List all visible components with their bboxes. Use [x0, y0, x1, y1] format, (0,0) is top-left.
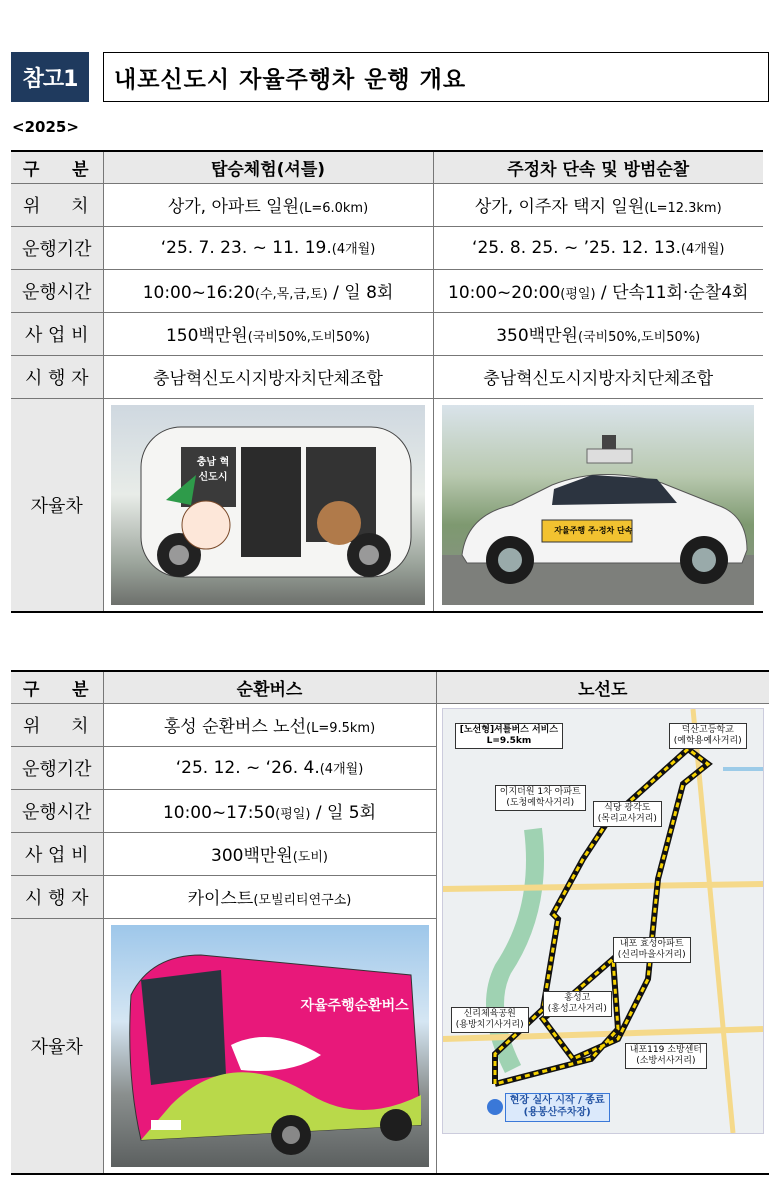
patrol-car-photo: [442, 405, 754, 605]
table-row: [11, 183, 763, 226]
row-label-vehicle: 자율차: [11, 398, 103, 612]
cell-value: ‘25. 8. 25. ~ ’25. 12. 13.(4개월): [433, 226, 763, 269]
row-label-period: 운행기간: [11, 226, 103, 269]
page-title: 내포신도시 자율주행차 운행 개요: [103, 52, 769, 102]
category-header: 구 분: [11, 151, 103, 183]
route-map-length: L=9.5km: [486, 735, 532, 746]
route-map-illustration: [443, 709, 763, 1133]
cell-value: 10:00~17:50(평일) / 일 5회: [103, 789, 436, 832]
bus-illustration: [111, 925, 429, 1167]
route-stop: 식당 광각도 (목리교사거리): [593, 801, 662, 828]
table-row: [11, 703, 769, 746]
cell-value: 10:00~16:20(수,목,금,토) / 일 8회: [103, 269, 433, 312]
shuttle-illustration: [111, 405, 425, 605]
route-map: [442, 708, 764, 1134]
category-header: 구 분: [11, 671, 103, 703]
row-label-location: 위 치: [11, 183, 103, 226]
route-start-end: 현장 실사 시작 / 종료 (용봉산주차장): [505, 1093, 610, 1122]
row-label-operator: 시 행 자: [11, 355, 103, 398]
route-stop: 내포119 소방센터 (소방서사거리): [625, 1043, 707, 1070]
table-row: [11, 312, 763, 355]
operations-table-2025: [11, 150, 763, 613]
cell-value: 충남혁신도시지방자치단체조합: [103, 355, 433, 398]
shuttle-photo-cell: [103, 398, 433, 612]
row-label-period: 운행기간: [11, 746, 103, 789]
cell-value: 카이스트(모빌리티연구소): [103, 875, 436, 918]
patrol-car-sign: 자율주행 주·정차 단속: [554, 525, 633, 535]
route-map-title-box: [455, 723, 563, 750]
patrol-car-illustration: [442, 405, 754, 605]
cell-value: 홍성 순환버스 노선(L=9.5km): [103, 703, 436, 746]
bus-sign: 자율주행순환버스: [300, 997, 409, 1014]
patrol-car-photo-cell: [433, 398, 763, 612]
table-row-vehicle: [11, 398, 763, 612]
cell-value: 10:00~20:00(평일) / 단속11회·순찰4회: [433, 269, 763, 312]
cell-value: 충남혁신도시지방자치단체조합: [433, 355, 763, 398]
route-map-title: [노선형]셔틀버스 서비스: [459, 724, 559, 735]
route-stop: 신리체육공원 (용방치기사거리): [451, 1007, 529, 1034]
row-label-location: 위 치: [11, 703, 103, 746]
row-label-vehicle: 자율차: [11, 918, 103, 1174]
year-label: <2025>: [12, 118, 79, 136]
table-header-row: [11, 671, 769, 703]
route-stop: 홍성고 (홍성고사거리): [543, 991, 612, 1018]
shuttle-sign: 충남 혁신도시: [196, 456, 230, 483]
table-row: [11, 355, 763, 398]
table-row: [11, 269, 763, 312]
row-label-operator: 시 행 자: [11, 875, 103, 918]
cell-value: ‘25. 12. ~ ‘26. 4.(4개월): [103, 746, 436, 789]
row-label-budget: 사 업 비: [11, 312, 103, 355]
column-header-shuttle: 탑승체험(셔틀): [103, 151, 433, 183]
operations-table-circular-bus: [11, 670, 769, 1175]
column-header-route-map: 노선도: [436, 671, 769, 703]
cell-value: ‘25. 7. 23. ~ 11. 19.(4개월): [103, 226, 433, 269]
cell-value: 150백만원(국비50%,도비50%): [103, 312, 433, 355]
section-badge: 참고1: [11, 52, 89, 102]
route-map-cell: [436, 703, 769, 1174]
column-header-patrol: 주정차 단속 및 방범순찰: [433, 151, 763, 183]
cell-value: 350백만원(국비50%,도비50%): [433, 312, 763, 355]
cell-value: 상가, 이주자 택지 일원(L=12.3km): [433, 183, 763, 226]
row-label-hours: 운행시간: [11, 269, 103, 312]
table-header-row: [11, 151, 763, 183]
cell-value: 300백만원(도비): [103, 832, 436, 875]
row-label-hours: 운행시간: [11, 789, 103, 832]
cell-value: 상가, 아파트 일원(L=6.0km): [103, 183, 433, 226]
column-header-bus: 순환버스: [103, 671, 436, 703]
route-stop: 내포 효성아파트 (신리마을사거리): [613, 937, 691, 964]
bus-photo-cell: [103, 918, 436, 1174]
table-row: [11, 226, 763, 269]
bus-photo: [111, 925, 429, 1167]
route-stop: 덕산고등학교 (예학용예사거리): [669, 723, 747, 750]
shuttle-photo: [111, 405, 425, 605]
row-label-budget: 사 업 비: [11, 832, 103, 875]
route-stop: 이지더원 1차 아파트 (도청예학사거리): [495, 785, 586, 812]
